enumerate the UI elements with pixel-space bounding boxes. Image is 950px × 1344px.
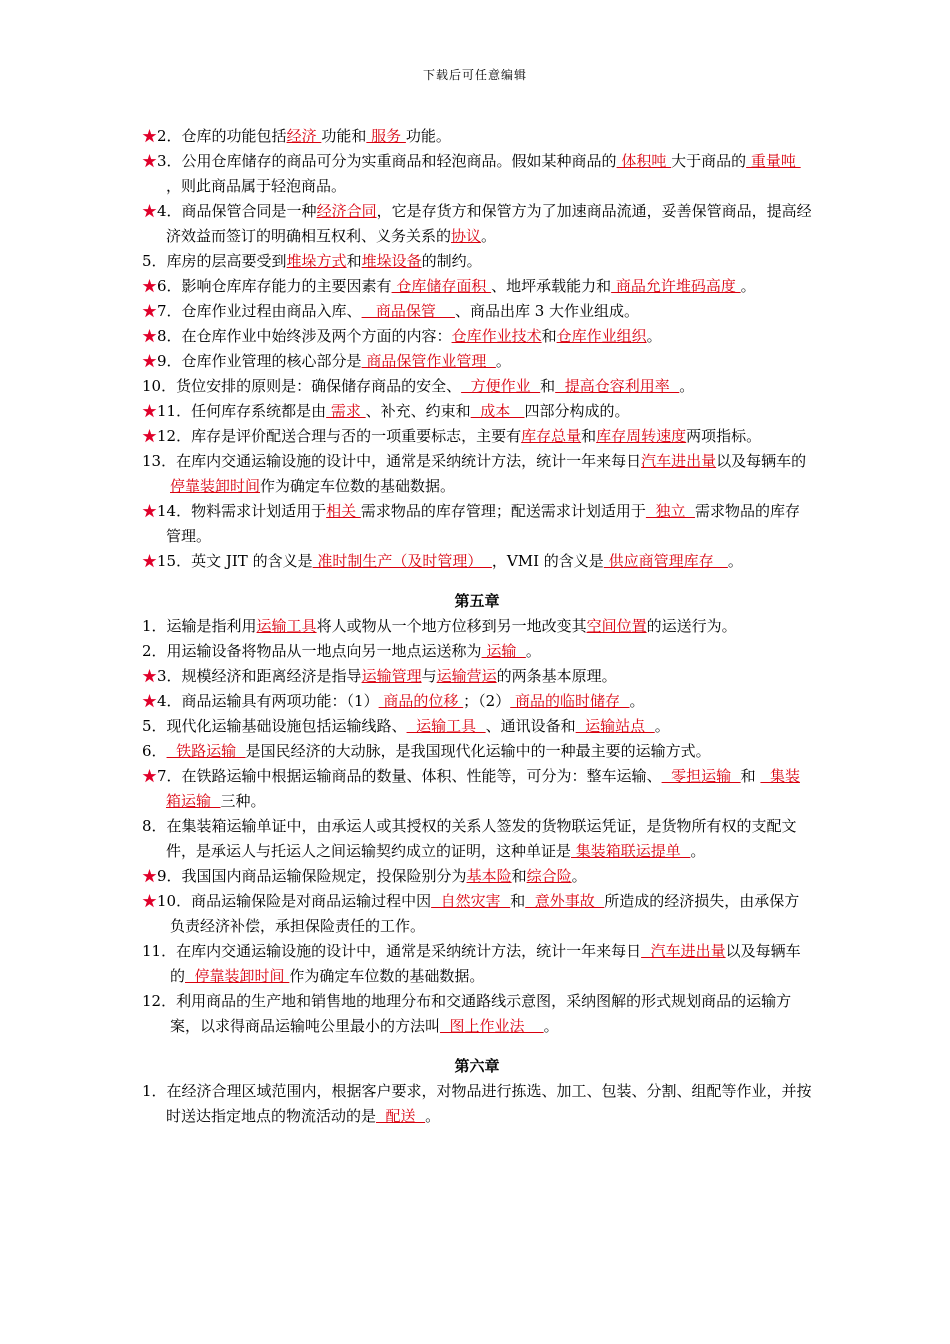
answer-text: 商品的位移 <box>378 692 464 710</box>
question-item <box>142 614 812 639</box>
answer-text: 仓库储存面积 <box>391 277 492 295</box>
question-item <box>142 864 812 889</box>
question-text: 。 <box>740 277 756 295</box>
answer-text: 集装箱联运提单 <box>571 842 691 860</box>
star-icon: ★ <box>142 767 158 785</box>
question-text: 3．公用仓库储存的商品可分为实重商品和轻泡商品。假如某种商品的 <box>157 152 617 170</box>
question-item <box>142 889 812 939</box>
question-text: 是国民经济的大动脉，是我国现代化运输中的一种最主要的运输方式。 <box>245 742 711 760</box>
answer-text: 重量吨 <box>746 152 801 170</box>
question-text: 10．货位安排的原则是：确保储存商品的安全、 <box>142 377 462 395</box>
question-text: 。 <box>654 717 670 735</box>
question-text: 的两条基本原理。 <box>496 667 617 685</box>
answer-text: 堆垛方式 <box>286 252 347 270</box>
question-text: 功能和 <box>321 127 367 145</box>
question-item <box>142 399 812 424</box>
star-icon: ★ <box>142 202 158 220</box>
question-text: 。 <box>571 867 587 885</box>
question-text: 和 <box>511 867 527 885</box>
question-item <box>142 449 812 499</box>
question-text: 14．物料需求计划适用于 <box>157 502 327 520</box>
answer-text: 停靠装卸时间 <box>185 967 290 985</box>
question-text: 13．在库内交通运输设施的设计中，通常是采纳统计方法，统计一年来每日 <box>142 452 642 470</box>
question-text: 10．商品运输保险是对商品运输过程中因 <box>157 892 432 910</box>
question-item <box>142 989 812 1039</box>
star-icon: ★ <box>142 502 158 520</box>
question-item <box>142 739 812 764</box>
question-text: 。 <box>690 842 706 860</box>
question-text: 与 <box>421 667 437 685</box>
answer-text: 堆垛设备 <box>361 252 422 270</box>
star-icon: ★ <box>142 277 158 295</box>
answer-text: 商品的临时储存 <box>510 692 630 710</box>
question-text: 三种。 <box>220 792 266 810</box>
answer-text: 商品保管 <box>361 302 455 320</box>
answer-text: 体积吨 <box>616 152 672 170</box>
question-text: 。 <box>629 692 645 710</box>
answer-text: 提高仓容利用率 <box>555 377 680 395</box>
answer-text: 综合险 <box>526 867 572 885</box>
question-text: 2．仓库的功能包括 <box>157 127 287 145</box>
question-text: 的运送行为。 <box>646 617 737 635</box>
answer-text: 汽车进出量 <box>641 942 726 960</box>
question-text: 。 <box>679 377 695 395</box>
question-item <box>142 499 812 549</box>
document-body <box>142 124 812 1129</box>
question-text: 。 <box>525 642 541 660</box>
question-text: 作为确定车位数的基础数据。 <box>260 477 456 495</box>
answer-text: 铁路运输 <box>166 742 246 760</box>
answer-text: 需求 <box>326 402 366 420</box>
question-text: 大于商品的 <box>671 152 747 170</box>
answer-text: 意外事故 <box>525 892 605 910</box>
answer-text: 准时制生产（及时管理） <box>312 552 492 570</box>
answer-text: 停靠装卸时间 <box>170 477 261 495</box>
answer-text: 库存总量 <box>521 427 582 445</box>
question-text: 5．库房的层高要受到 <box>142 252 287 270</box>
answer-text: 基本险 <box>466 867 512 885</box>
question-item <box>142 199 812 249</box>
star-icon: ★ <box>142 302 158 320</box>
question-text: 15．英文 JIT 的含义是 <box>157 552 313 570</box>
star-icon: ★ <box>142 667 158 685</box>
question-text: 四部分构成的。 <box>524 402 630 420</box>
answer-text: 商品保管作业管理 <box>361 352 496 370</box>
question-text: 9．我国国内商品运输保险规定，投保险别分为 <box>157 867 467 885</box>
answer-text: 零担运输 <box>661 767 741 785</box>
question-text: 和 <box>541 327 557 345</box>
question-text: 7．仓库作业过程由商品入库、 <box>157 302 362 320</box>
question-item <box>142 764 812 814</box>
question-text: 4．商品保管合同是一种 <box>157 202 317 220</box>
star-icon: ★ <box>142 352 158 370</box>
question-text: 将人或物从一个地方位移到另一地改变其 <box>316 617 587 635</box>
chapter-title: 第五章 <box>454 592 500 610</box>
question-text: 作为确定车位数的基础数据。 <box>289 967 485 985</box>
question-text: 。 <box>481 227 497 245</box>
answer-text: 空间位置 <box>586 617 647 635</box>
answer-text: 供应商管理库存 <box>603 552 728 570</box>
star-icon: ★ <box>142 152 158 170</box>
question-text: 需求物品的库存管理。 <box>166 502 800 545</box>
question-item <box>142 639 812 664</box>
answer-text: 库存周转速度 <box>596 427 687 445</box>
answer-text: 方便作业 <box>461 377 541 395</box>
question-item <box>142 1079 812 1129</box>
answer-text: 自然灾害 <box>431 892 511 910</box>
question-item <box>142 274 812 299</box>
question-text: 、补充、约束和 <box>365 402 471 420</box>
question-item <box>142 939 812 989</box>
answer-text: 运输营运 <box>436 667 497 685</box>
answer-text: 商品允许堆码高度 <box>611 277 741 295</box>
answer-text: 运输工具 <box>256 617 317 635</box>
question-text: 6． <box>142 742 167 760</box>
star-icon: ★ <box>142 552 158 570</box>
answer-text: 运输工具 <box>406 717 486 735</box>
question-text: 需求物品的库存管理；配送需求计划适用于 <box>360 502 646 520</box>
answer-text: 协议 <box>451 227 482 245</box>
question-text: 、通讯设备和 <box>485 717 576 735</box>
answer-text: 独立 <box>645 502 695 520</box>
question-item <box>142 814 812 864</box>
question-text: 两项指标。 <box>686 427 762 445</box>
question-text: 所造成的经济损失，由承保方负责经济补偿，承担保险责任的工作。 <box>170 892 800 935</box>
star-icon: ★ <box>142 427 158 445</box>
question-text: 以及每辆车的 <box>170 942 801 985</box>
question-text: 、地坪承载能力和 <box>491 277 612 295</box>
page-header: 下载后可任意编辑 <box>422 68 527 82</box>
answer-text: 运输 <box>481 642 526 660</box>
question-text: ，它是存货方和保管方为了加速商品流通，妥善保管商品，提高经济效益而签订的明确相互权利、义务关系的 <box>166 202 812 245</box>
question-item <box>142 124 812 149</box>
question-text: 功能。 <box>405 127 451 145</box>
question-text: ，VMI 的含义是 <box>491 552 604 570</box>
question-text: 8．在集装箱运输单证中，由承运人或其授权的关系人签发的货物联运凭证，是货物所有权的支配文件，是承运人与托运人之间运输契约成立的证明，这种单证是 <box>142 817 797 860</box>
star-icon: ★ <box>142 402 158 420</box>
answer-text: 运输管理 <box>361 667 422 685</box>
star-icon: ★ <box>142 892 158 910</box>
question-item <box>142 689 812 714</box>
question-text: ，则此商品属于轻泡商品。 <box>166 177 347 195</box>
question-item <box>142 549 812 574</box>
question-text: 。 <box>495 352 511 370</box>
question-text: 和 <box>540 377 556 395</box>
question-text: 12．利用商品的生产地和销售地的地理分布和交通路线示意图，采纳图解的形式规划商品的运输方案，以求得商品运输吨公里最小的方法叫 <box>142 992 792 1035</box>
question-text: 。 <box>727 552 743 570</box>
question-text: 11．在库内交通运输设施的设计中，通常是采纳统计方法，统计一年来每日 <box>142 942 642 960</box>
question-text: 12．库存是评价配送合理与否的一项重要标志，主要有 <box>157 427 522 445</box>
star-icon: ★ <box>142 127 158 145</box>
star-icon: ★ <box>142 867 158 885</box>
answer-text: 服务 <box>366 127 406 145</box>
question-text: 9．仓库作业管理的核心部分是 <box>157 352 362 370</box>
answer-text: 图上作业法 <box>440 1017 544 1035</box>
answer-text: 汽车进出量 <box>641 452 717 470</box>
question-item <box>142 664 812 689</box>
answer-text: 经济合同 <box>316 202 377 220</box>
answer-text: 相关 <box>326 502 361 520</box>
question-text: 和 <box>581 427 597 445</box>
question-text: 1．运输是指利用 <box>142 617 257 635</box>
question-text: 6．影响仓库库存能力的主要因素有 <box>157 277 392 295</box>
question-item <box>142 424 812 449</box>
question-text: ；（2） <box>463 692 511 710</box>
question-text: 7．在铁路运输中根据运输商品的数量、体积、性能等，可分为：整车运输、 <box>157 767 662 785</box>
question-item <box>142 299 812 324</box>
question-item <box>142 149 812 199</box>
question-text: 、商品出库 3 大作业组成。 <box>454 302 640 320</box>
question-text: 11．任何库存系统都是由 <box>157 402 327 420</box>
question-item <box>142 349 812 374</box>
question-text: 的制约。 <box>421 252 482 270</box>
star-icon: ★ <box>142 327 158 345</box>
answer-text: 仓库作业技术 <box>451 327 542 345</box>
answer-text: 运输站点 <box>575 717 655 735</box>
answer-text: 经济 <box>286 127 322 145</box>
answer-text: 集装箱运输 <box>166 767 800 810</box>
question-text: 1．在经济合理区域范围内，根据客户要求，对物品进行拣选、加工、包装、分割、组配等作业，并按时送达指定地点的物流活动的是 <box>142 1082 812 1125</box>
answer-text: 成本 <box>470 402 525 420</box>
star-icon: ★ <box>142 692 158 710</box>
question-text: 和 <box>346 252 362 270</box>
question-text: 。 <box>646 327 662 345</box>
question-text: 。 <box>543 1017 559 1035</box>
answer-text: 仓库作业组织 <box>556 327 647 345</box>
chapter-title: 第六章 <box>454 1057 500 1075</box>
question-item <box>142 374 812 399</box>
question-item <box>142 714 812 739</box>
question-text: 。 <box>425 1107 441 1125</box>
question-text: 8．在仓库作业中始终涉及两个方面的内容： <box>157 327 452 345</box>
question-text: 和 <box>740 767 761 785</box>
question-text: 5．现代化运输基础设施包括运输线路、 <box>142 717 407 735</box>
question-item <box>142 324 812 349</box>
question-text: 2．用运输设备将物品从一地点向另一地点运送称为 <box>142 642 482 660</box>
answer-text: 配送 <box>376 1107 426 1125</box>
question-text: 3．规模经济和距离经济是指导 <box>157 667 362 685</box>
question-text: 以及每辆车的 <box>716 452 807 470</box>
question-text: 4．商品运输具有两项功能：（1） <box>157 692 379 710</box>
question-item <box>142 249 812 274</box>
question-text: 和 <box>510 892 526 910</box>
